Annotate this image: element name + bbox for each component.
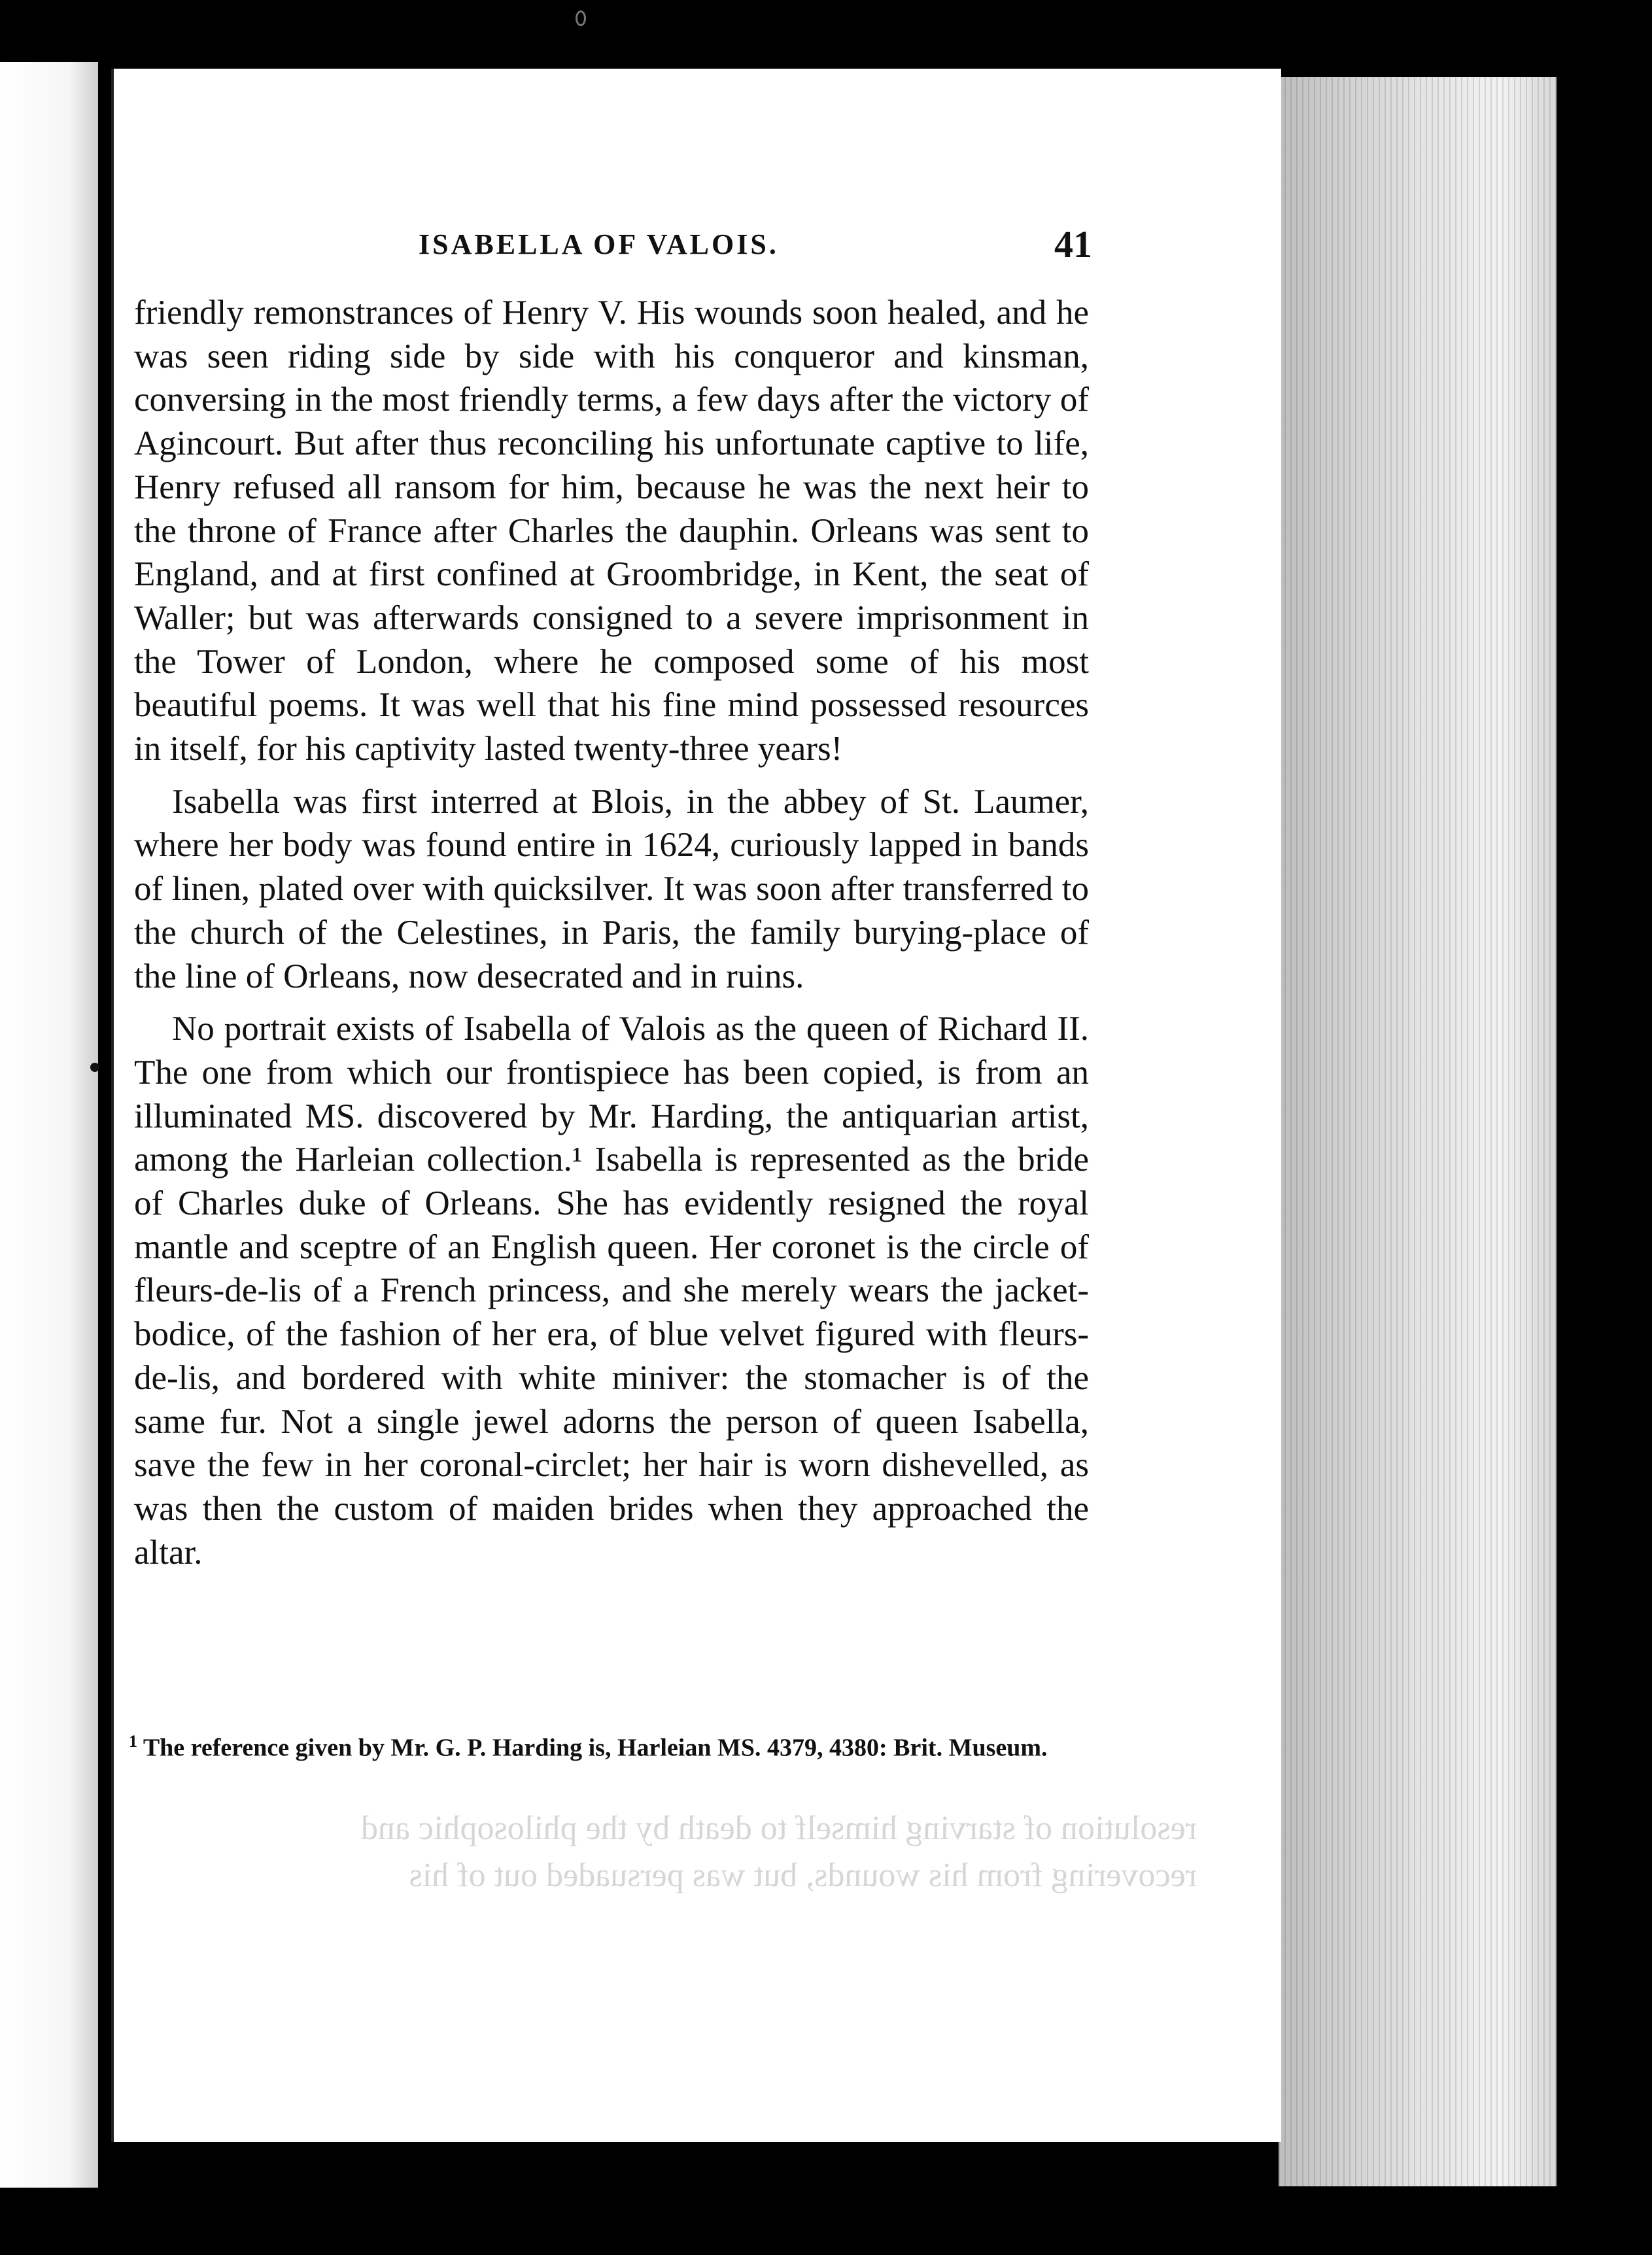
- paragraph-continuation: friendly remonstrances of Henry V. His wounds soon healed, and he was seen riding side by side with his conqueror and kinsman, conversing in the most friendly terms, a few days after the victory of Agincourt. But after thus reconciling his unfortunate captive to life, Henry refused all ransom for him, because he was the next heir to the throne of France after Charles the dauphin. Orleans was sent to England, and at first confined at Groombridge, in Kent, the seat of Waller; but was afterwards consigned to a severe imprisonment in the Tower of London, where he composed some of his most beautiful poems. It was well that his fine mind possessed resources in itself, for his captivity lasted twenty-three years!: [134, 294, 1089, 768]
- page-stack-edges: [1279, 77, 1557, 2186]
- footnote: [108, 1727, 1082, 1763]
- paragraph-burial: Isabella was first interred at Blois, in the abbey of St. Laumer, where her body was found entire in 1624, curiously lapped in bands of linen, plated over with quicksilver. It was soon after transferred to the church of the Celestines, in Paris, the family burying-place of the line of Orleans, now desecrated and in ruins.: [134, 782, 1089, 995]
- body-text: [134, 291, 1089, 1583]
- facing-page-edge: [0, 62, 98, 2188]
- footnote-text: The reference given by Mr. G. P. Harding is, Harleian MS. 4379, 4380: Brit. Museum.: [143, 1734, 1048, 1762]
- running-title: ISABELLA OF VALOIS.: [419, 228, 779, 260]
- page-number: 41: [1054, 223, 1092, 266]
- margin-dot: [90, 1063, 99, 1072]
- paragraph-portrait: No portrait exists of Isabella of Valois as the queen of Richard II. The one from which our frontispiece has been copied, is from an illuminated MS. discovered by Mr. Harding, the antiquarian artist, among the Harleian collection.¹ Isabella is represented as the bride of Charles duke of Orleans. She has evidently resigned the royal mantle and sceptre of an English queen. Her coronet is the circle of fleurs-de-lis of a French princess, and she merely wears the jacket-bodice, of the fashion of her era, of blue velvet figured with fleurs-de-lis, and bordered with white miniver: the stomacher is of the same fur. Not a single jewel adorns the person of queen Isabella, save the few in her coronal-circlet; her hair is worn dishevelled, as was then the custom of maiden brides when they approached the altar.: [134, 1010, 1089, 1572]
- scan-mark: [576, 10, 586, 26]
- footnote-marker: 1: [129, 1732, 137, 1751]
- show-through-text: resolution of starving himself to death by the philosophic and recovering from his wounds, but was persuaded out of his: [360, 1810, 1197, 1894]
- running-header: [419, 222, 1092, 275]
